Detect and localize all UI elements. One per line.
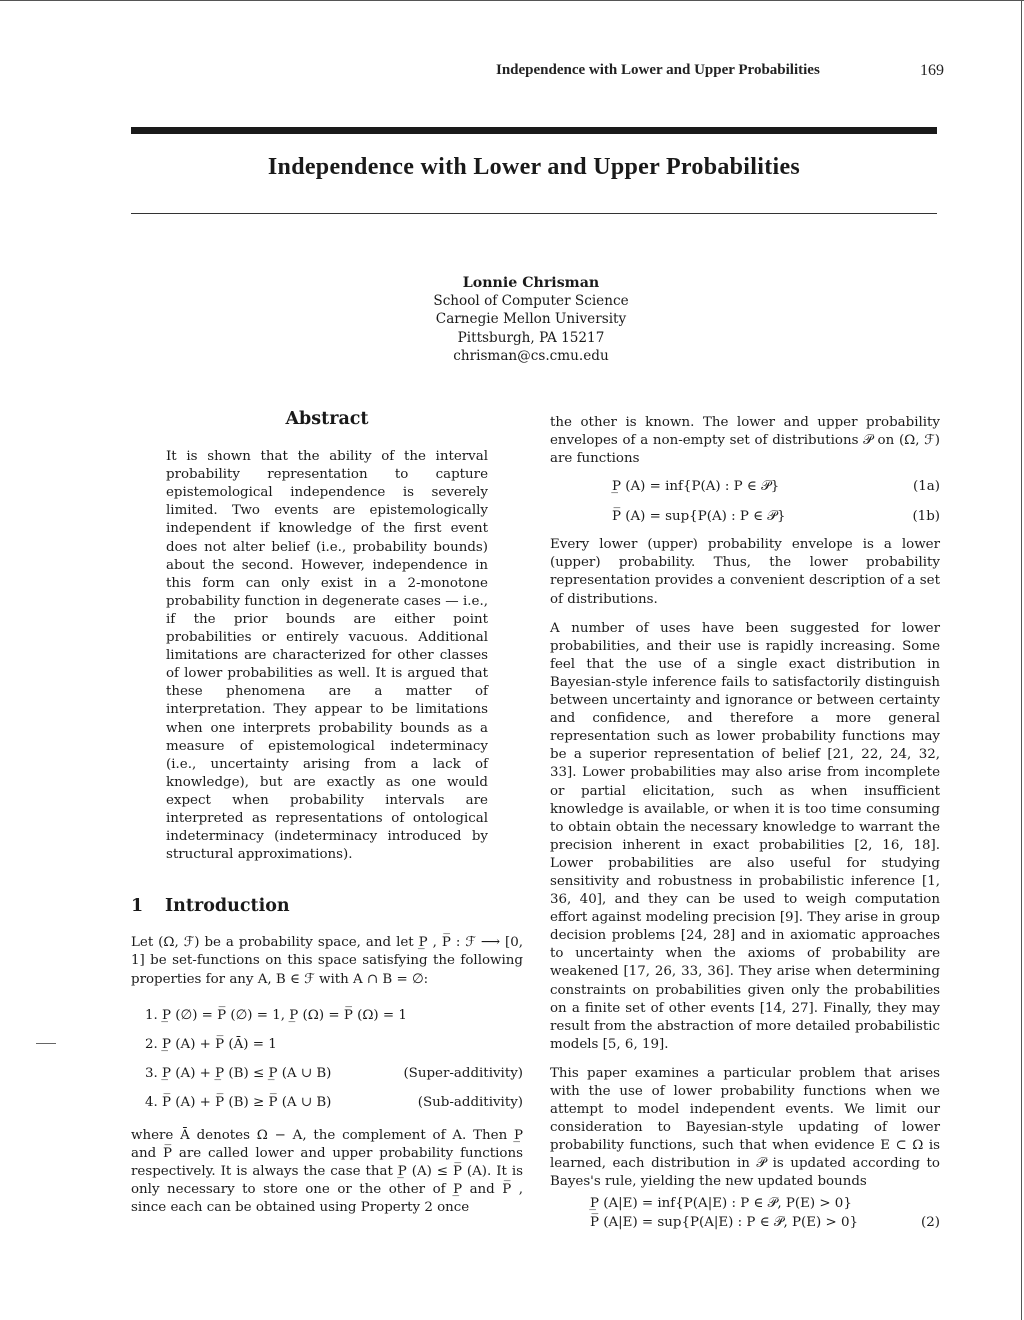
equation-body: P̲ (A) = inf{P(A) : P ∈ 𝒫} [612, 479, 780, 495]
equation-body: P̲ (A|E) = inf{P(A|E) : P ∈ 𝒫, P(E) > 0} [590, 1195, 852, 1211]
abstract-text: It is shown that the ability of the interval probability representation to capture epistemological independence is severely limited. Two events are epistemologically independent if knowledge of the first event does not alter belief (i.e., probability bounds) about the second. However, independence in this form can only exist in a 2-monotone probability function in degenerate cases — i.e., if the prior bounds are either point probabilities or entirely vacuous. Additional limitations are characterized for other classes of lower probabilities as well. It is argued that these phenomena are a matter of interpretation. They appear to be limitations when one interprets probability bounds as a measure of epistemological indeterminacy (i.e., uncertainty arising from a lack of knowledge), but are exactly as one would expect when probability intervals are interpreted as representations of ontological indeterminacy (indeterminacy introduced by structural approximations). [166, 449, 488, 863]
title-top-rule [131, 127, 937, 134]
author-affiliation-line: Carnegie Mellon University [435, 311, 627, 328]
equation-2-lower [550, 1194, 940, 1213]
left-column [131, 410, 523, 1228]
title-bottom-rule [131, 213, 937, 214]
property-name: (Super-additivity) [403, 1065, 523, 1081]
definition-paragraph: where Ā denotes Ω − A, the complement of A. Then P̲ and P̅ are called lower and upper probability functions respectively. It is always the case that P̲ (A) ≤ P̅ (A). It is only necessary to store one or the other of P̲ and P̅ , since each can be obtained using Property 2 once [131, 1127, 523, 1215]
scan-right-edge [1021, 0, 1022, 1320]
property-name: (Sub-additivity) [417, 1094, 523, 1110]
equation-1b [550, 502, 940, 532]
margin-mark [36, 1043, 56, 1044]
property-formula: 3. P̲ (A) + P̲ (B) ≤ P̲ (A ∪ B) [145, 1065, 332, 1081]
section-number: 1 [131, 896, 144, 917]
intro-paragraph: Let (Ω, ℱ) be a probability space, and let P̲ , P̅ : ℱ ⟶ [0, 1] be set-functions on this space satisfying the following properties for any A, B ∈ ℱ with A ∩ B = ∅: [131, 935, 523, 987]
equation-body: P̅ (A) = sup{P(A) : P ∈ 𝒫} [612, 509, 786, 525]
property-item [145, 1030, 523, 1059]
author-block [331, 274, 731, 365]
paper-title: Independence with Lower and Upper Probabilities [267, 154, 801, 180]
running-head-title: Independence with Lower and Upper Probabilities [496, 62, 820, 78]
equation-1a [550, 472, 940, 502]
paragraph: This paper examines a particular problem that arises with the use of lower probability functions when we attempt to model independent events. We limit our consideration to Bayesian-style updating of lower probability functions, such that when evidence E ⊂ Ω is learned, each distribution in 𝒫 is updated according to Bayes's rule, yielding the new updated bounds [550, 1065, 940, 1190]
equation-label: (1b) [912, 509, 940, 525]
property-formula: 1. P̲ (∅) = P̅ (∅) = 1, P̲ (Ω) = P̅ (Ω) = 1 [145, 1007, 407, 1023]
equation-body: P̅ (A|E) = sup{P(A|E) : P ∈ 𝒫, P(E) > 0} [590, 1214, 859, 1230]
section-title: Introduction [165, 896, 290, 917]
section-heading [131, 897, 523, 915]
equation-2-upper [550, 1213, 940, 1232]
author-email: chrisman@cs.cmu.edu [453, 347, 609, 364]
author-affiliation-line: School of Computer Science [433, 293, 629, 310]
property-list [145, 1001, 523, 1117]
equation-label: (2) [921, 1214, 940, 1230]
running-head [496, 62, 944, 80]
paragraph: A number of uses have been suggested for lower probabilities, and their use is rapidly increasing. Some feel that the use of a single exact distribution in Bayesian-style inference fails to satisfactorily distinguish between uncertainty and ignorance or between certainty and confidence, and therefore a more general representation such as lower probability functions may be a superior representation of belief [21, 22, 24, 32, 33]. Lower probabilities may also arise from incomplete or partial elicitation, such as when insufficient knowledge is available, or when it is too time consuming to obtain obtain the necessary knowledge to warrant the precision inherent in exact probabilities [2, 16, 18]. Lower probabilities are also useful for studying sensitivity and robustness in probabilistic inference [1, 36, 40], and they can be used to weigh computation effort against modeling precision [9]. They arise in group decision problems [24, 28] and in axiomatic approaches to uncertainty when the axioms of probability are weakened [17, 26, 33, 36]. They arise when determining constraints on probabilities given only the probabilities on a finite set of other events [14, 27]. Finally, they may result from the abstraction of more detailed probabilistic models [5, 6, 19]. [550, 620, 940, 1052]
author-name: Lonnie Chrisman [462, 275, 600, 291]
property-item [145, 1059, 523, 1088]
property-item [145, 1088, 523, 1117]
property-formula: 2. P̲ (A) + P̅ (Ā) = 1 [145, 1036, 277, 1052]
page-number: 169 [920, 62, 944, 79]
paragraph: Every lower (upper) probability envelope is a lower (upper) probability. Thus, the lower probability representation provides a convenient description of a set of distributions. [550, 537, 940, 607]
abstract-heading: Abstract [285, 409, 369, 429]
envelope-paragraph: the other is known. The lower and upper probability envelopes of a non-empty set of distributions 𝒫 on (Ω, ℱ) are functions [550, 415, 940, 467]
author-affiliation-line: Pittsburgh, PA 15217 [457, 329, 605, 346]
property-formula: 4. P̅ (A) + P̅ (B) ≥ P̅ (A ∪ B) [145, 1094, 332, 1110]
equation-label: (1a) [913, 479, 940, 495]
right-column [550, 414, 940, 1232]
property-item [145, 1001, 523, 1030]
scan-top-edge [0, 0, 1024, 1]
